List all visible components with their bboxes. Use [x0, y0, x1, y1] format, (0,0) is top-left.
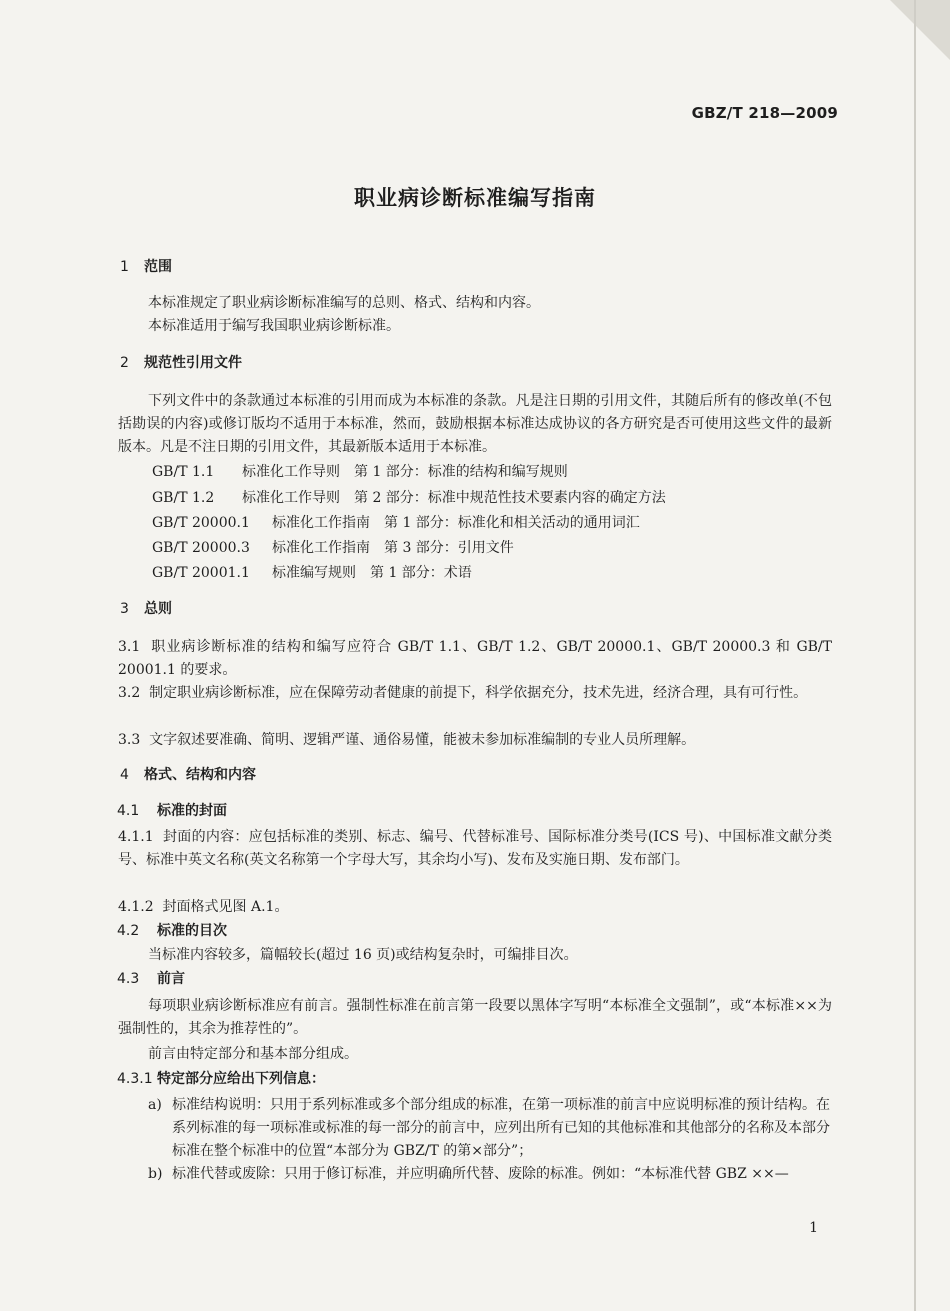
section-2-paragraph: 下列文件中的条款通过本标准的引用而成为本标准的条款。凡是注日期的引用文件，其随后所有的修改单(不包括勘误的内容)或修订版均不适用于本标准，然而，鼓励根据本标准达成协议的各方研究是否可使用这些文件的最新版本。凡是不注日期的引用文件，其最新版本适用于本标准。	[118, 393, 832, 455]
subsection-4-2-heading: 4.2 标准的目次	[117, 923, 227, 939]
subsection-4-3-paragraph-1: 每项职业病诊断标准应有前言。强制性标准在前言第一段要以黑体字写明“本标准全文强制”，或“本标准××为强制性的，其余为推荐性的”。	[118, 998, 832, 1037]
section-1-paragraph-2: 本标准适用于编写我国职业病诊断标准。	[148, 318, 400, 334]
reference-item: GB/T 1.1 标准化工作导则 第 1 部分：标准的结构和编写规则	[152, 464, 568, 480]
section-title: 范围	[144, 259, 172, 275]
clause-3-2: 3.2 制定职业病诊断标准，应在保障劳动者健康的前提下，科学依据充分，技术先进，经济合理，具有可行性。	[118, 685, 808, 701]
page-corner-shade	[890, 0, 950, 60]
section-4-heading	[120, 764, 256, 784]
reference-item: GB/T 20000.1 标准化工作指南 第 1 部分：标准化和相关活动的通用词汇	[152, 515, 640, 531]
subsection-4-3-1-heading: 4.3.1 特定部分应给出下列信息：	[117, 1071, 325, 1087]
page-number: 1	[809, 1220, 818, 1236]
section-2-heading	[120, 352, 242, 372]
subsection-4-1-heading: 4.1 标准的封面	[117, 803, 227, 819]
list-text: 标准结构说明：只用于系列标准或多个部分组成的标准，在第一项标准的前言中应说明标准的预计结构。在系列标准的每一项标准或标准的每一部分的前言中，应列出所有已知的其他标准和其他部分的名称及本部分标准在整个标准中的位置“本部分为 GBZ/T 的第×部分”；	[172, 1097, 830, 1159]
document-title: 职业病诊断标准编写指南	[354, 186, 596, 210]
section-number: 3	[120, 601, 129, 617]
list-item-a	[148, 1094, 832, 1163]
clause-4-1-2: 4.1.2 封面格式见图 A.1。	[118, 899, 289, 915]
section-3-heading	[120, 598, 172, 618]
reference-item: GB/T 1.2 标准化工作导则 第 2 部分：标准中规范性技术要素内容的确定方法	[152, 490, 666, 506]
list-item-b	[148, 1163, 832, 1186]
reference-item: GB/T 20001.1 标准编写规则 第 1 部分：术语	[152, 565, 472, 581]
list-text: 标准代替或废除：只用于修订标准，并应明确所代替、废除的标准。例如：“本标准代替 GBZ ××—	[172, 1166, 789, 1182]
section-title: 总则	[144, 601, 172, 617]
subsection-4-3-heading: 4.3 前言	[117, 971, 185, 987]
list-label: b)	[148, 1166, 163, 1182]
subsection-4-3-paragraph-2: 前言由特定部分和基本部分组成。	[148, 1046, 358, 1062]
section-number: 2	[120, 355, 129, 371]
section-number: 4	[120, 767, 129, 783]
section-number: 1	[120, 259, 129, 275]
section-title: 规范性引用文件	[144, 355, 242, 371]
clause-3-1: 3.1 职业病诊断标准的结构和编写应符合 GB/T 1.1、GB/T 1.2、GB/T 20000.1、GB/T 20000.3 和 GB/T 20001.1 的要求。	[118, 639, 832, 678]
section-1-heading	[120, 256, 172, 276]
clause-3-3: 3.3 文字叙述要准确、简明、逻辑严谨、通俗易懂，能被未参加标准编制的专业人员所理解。	[118, 732, 696, 748]
section-title: 格式、结构和内容	[144, 767, 256, 783]
section-1-paragraph-1: 本标准规定了职业病诊断标准编写的总则、格式、结构和内容。	[148, 295, 540, 311]
list-label: a)	[148, 1097, 162, 1113]
subsection-4-2-text: 当标准内容较多，篇幅较长(超过 16 页)或结构复杂时，可编排目次。	[148, 947, 578, 963]
reference-item: GB/T 20000.3 标准化工作指南 第 3 部分：引用文件	[152, 540, 514, 556]
standard-number: GBZ/T 218—2009	[691, 104, 838, 122]
clause-4-1-1: 4.1.1 封面的内容：应包括标准的类别、标志、编号、代替标准号、国际标准分类号(ICS 号)、中国标准文献分类号、标准中英文名称(英文名称第一个字母大写，其余均小写)、发布及实施日期、发布部门。	[118, 829, 832, 868]
